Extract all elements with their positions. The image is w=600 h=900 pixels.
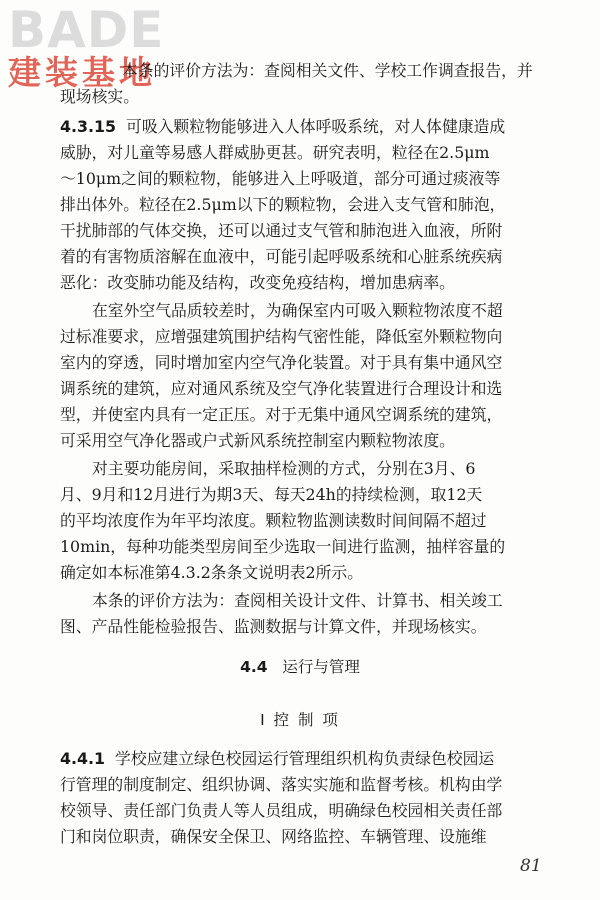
- section-heading-44: [0, 655, 600, 677]
- logo-text-bade: BADE: [8, 1, 165, 59]
- section-44-number: 4.4: [240, 658, 268, 676]
- outdoor-line-2: 过标准要求，应增强建筑围护结构气密性能，降低室外颗粒物向: [60, 327, 503, 346]
- outdoor-line-3: 室内的穿透，同时增加室内空气净化装置。对于具有集中通风空: [60, 353, 503, 372]
- sampling-line-5: 确定如本标准第4.3.2条条文说明表2所示。: [60, 563, 363, 582]
- clause-441-number: 4.4.1: [60, 749, 105, 768]
- section-44-title: 运行与管理: [282, 658, 360, 676]
- clause-4315-line-4: 排出体外。粒径在2.5μm以下的颗粒物，会进入支气管和肺泡，: [60, 195, 506, 214]
- clause-441-line-3: 校领导、责任部门负责人等人员组成，明确绿色校园相关责任部: [60, 801, 503, 820]
- clause-4315-line-1: 4.3.15 可吸入颗粒物能够进入人体呼吸系统，对人体健康造成: [60, 117, 506, 136]
- page-number: 81: [520, 856, 542, 876]
- intro-line-1: 本条的评价方法为：查阅相关文件、学校工作调查报告，并: [122, 61, 533, 80]
- subsection-heading: Ⅰ 控 制 项: [260, 711, 340, 729]
- sampling-line-2: 月、9月和12月进行为期3天、每天24h的持续检测，取12天: [60, 485, 483, 504]
- logo-text-jianzhuang: 建装基地: [8, 53, 156, 92]
- clause-4315-line-3: ～10μm之间的颗粒物，能够进入上呼吸道，部分可通过痰液等: [60, 169, 501, 188]
- outdoor-line-1: 在室外空气品质较差时，为确保室内可吸入颗粒物浓度不超: [92, 301, 503, 320]
- clause-441-line-2: 行管理的制度制定、组织协调、落实实施和监督考核。机构由学: [60, 775, 503, 794]
- clause-4315-number: 4.3.15: [60, 117, 116, 136]
- clause-441-line-4: 门和岗位职责，确保安全保卫、网络监控、车辆管理、设施维: [60, 827, 487, 846]
- sampling-line-1: 对主要功能房间，采取抽样检测的方式，分别在3月、6: [92, 459, 476, 478]
- sampling-line-3: 的平均浓度作为年平均浓度。颗粒物监测读数时间间隔不超过: [60, 511, 487, 530]
- clause-4315-line-2: 威胁，对儿童等易感人群威胁更甚。研究表明，粒径在2.5μm: [60, 143, 490, 162]
- clause-4315-line-7: 恶化：改变肺功能及结构，改变免疫结构，增加患病率。: [60, 273, 455, 292]
- outdoor-line-5: 型，并使室内具有一定正压。对于无集中通风空调系统的建筑，: [60, 405, 503, 424]
- outdoor-line-6: 可采用空气净化器或户式新风系统控制室内颗粒物浓度。: [60, 431, 455, 450]
- clause-4315-line-6: 着的有害物质溶解在血液中，可能引起呼吸系统和心脏系统疾病: [60, 247, 503, 266]
- clause-4315-line-5: 干扰肺部的气体交换，还可以通过支气管和肺泡进入血液，所附: [60, 221, 503, 240]
- evaluation-line-1: 本条的评价方法为：查阅相关设计文件、计算书、相关竣工: [92, 591, 503, 610]
- intro-line-2: 现场核实。: [60, 87, 139, 106]
- evaluation-line-2: 图、产品性能检验报告、监测数据与计算文件，并现场核实。: [60, 617, 487, 636]
- clause-441-line-1: 4.4.1 学校应建立绿色校园运行管理组织机构负责绿色校园运: [60, 749, 495, 768]
- sampling-line-4: 10min，每种功能类型房间至少选取一间进行监测，抽样容量的: [60, 537, 506, 556]
- outdoor-line-4: 调系统的建筑，应对通风系统及空气净化装置进行合理设计和选: [60, 379, 503, 398]
